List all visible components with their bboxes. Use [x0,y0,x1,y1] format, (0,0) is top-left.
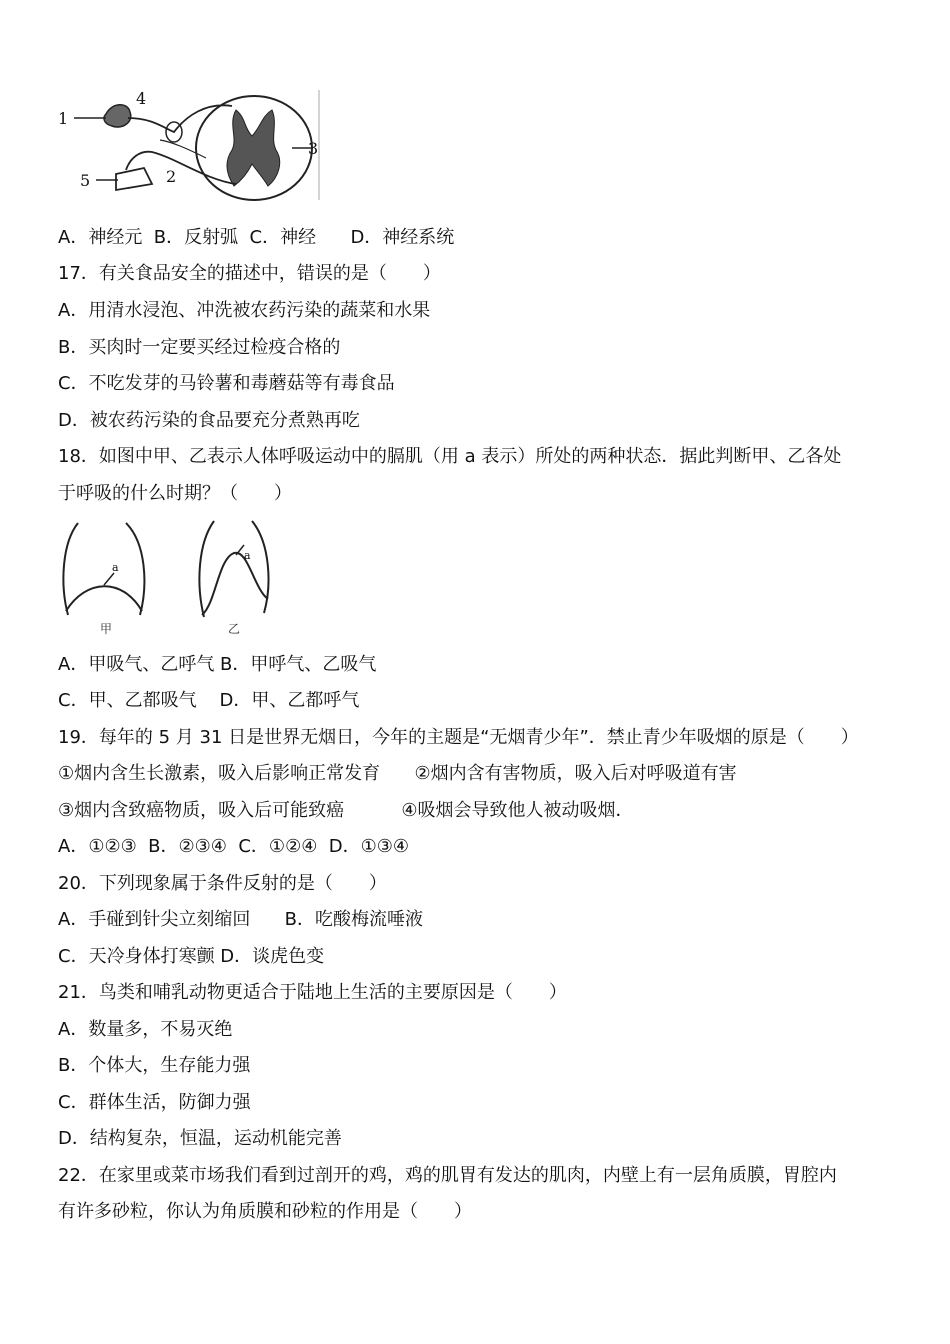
q18-stem-line1: 18．如图中甲、乙表示人体呼吸运动中的膈肌（用 a 表示）所处的两种状态．据此判断甲、乙各处 [58,446,842,467]
yi-label-a: a [244,549,251,562]
q20-options-line2: C．天冷身体打寒颤 D．谈虎色变 [58,946,325,967]
diaphragm-diagram [56,515,276,640]
jia-left-wall [63,523,78,615]
q18-options-line1: A．甲吸气、乙呼气 B．甲呼气、乙吸气 [58,654,377,675]
yi-caption: 乙 [228,622,241,636]
label-5: 5 [80,171,91,190]
q17-option-b: B．买肉时一定要买经过检疫合格的 [58,337,341,358]
q21-option-d: D．结构复杂，恒温，运动机能完善 [58,1128,342,1149]
q22-stem-line1: 22．在家里或菜市场我们看到过剖开的鸡，鸡的肌胃有发达的肌肉，内壁上有一层角质膜，胃腔内 [58,1165,837,1186]
label-3: 3 [308,139,319,158]
q21-option-b: B．个体大，生存能力强 [58,1055,251,1076]
q17-option-a: A．用清水浸泡、冲洗被农药污染的蔬菜和水果 [58,300,431,321]
label-1: 1 [58,109,69,128]
q21-stem: 21．鸟类和哺乳动物更适合于陆地上生活的主要原因是（ ） [58,982,567,1003]
q17-option-c: C．不吃发芽的马铃薯和毒蘑菇等有毒食品 [58,373,395,394]
reflex-arc-figure [56,88,322,202]
q17-stem: 17．有关食品安全的描述中，错误的是（ ） [58,263,441,284]
label-4: 4 [136,89,147,108]
q20-options-line1: A．手碰到针尖立刻缩回 B．吃酸梅流唾液 [58,909,423,930]
jia-label-a: a [112,561,119,574]
reflex-arc-diagram [56,88,322,202]
q18-stem-line2: 于呼吸的什么时期？（ ） [58,483,292,504]
grey-matter [227,110,280,186]
effector [116,168,152,190]
q19-items-line1: ①烟内含生长激素，吸入后影响正常发育 ②烟内含有害物质，吸入后对呼吸道有害 [58,763,737,784]
yi-diaphragm [202,553,268,615]
q16-options: A．神经元 B．反射弧 C．神经 D．神经系统 [58,227,455,248]
label-2: 2 [166,167,177,186]
jia-pointer-a [104,573,114,585]
yi-left-wall [199,521,214,617]
q17-option-d: D．被农药污染的食品要充分煮熟再吃 [58,410,360,431]
efferent-branch [160,140,206,158]
q21-option-c: C．群体生活，防御力强 [58,1092,251,1113]
q19-items-line2: ③烟内含致癌物质，吸入后可能致癌 ④吸烟会导致他人被动吸烟． [58,800,634,821]
q21-option-a: A．数量多，不易灭绝 [58,1019,233,1040]
yi-right-wall [252,521,268,613]
q19-stem: 19．每年的 5 月 31 日是世界无烟日，今年的主题是“无烟青少年”．禁止青少年吸烟的原是（ ） [58,727,859,748]
receptor [104,105,131,127]
jia-caption: 甲 [100,622,113,636]
jia-diaphragm [66,586,142,611]
diaphragm-figure [56,515,276,640]
q19-options: A．①②③ B．②③④ C．①②④ D．①③④ [58,836,410,857]
q20-stem: 20．下列现象属于条件反射的是（ ） [58,873,387,894]
q22-stem-line2: 有许多砂粒，你认为角质膜和砂粒的作用是（ ） [58,1201,472,1222]
q18-options-line2: C．甲、乙都吸气 D．甲、乙都呼气 [58,690,360,711]
